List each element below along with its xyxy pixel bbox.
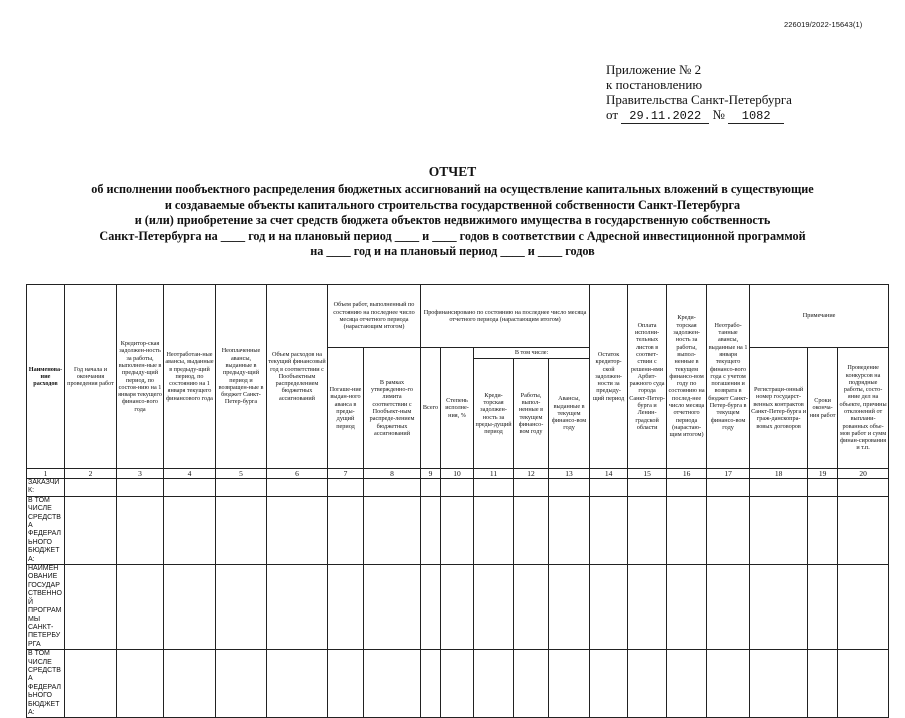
table-row [27,650,889,718]
header-prior-period-payables: Креди-торская задолжен-ность за преды-дущий период [474,359,514,469]
column-number: 12 [514,469,549,479]
column-number: 4 [164,469,216,479]
header-work-volume-group: Объем работ, выполненный по состоянию на последнее число месяца отчетного периода (нарастающим итогом) [328,285,421,348]
report-heading: ОТЧЕТ [428,164,477,179]
header-expense-volume: Объем расходов на текущий финансовый год в соответствии с Пообъектным распределением бюджетных ассигнований [267,285,328,469]
column-number: 7 [328,469,364,479]
column-number: 16 [667,469,707,479]
column-number: 20 [838,469,889,479]
document-registration-number: 226019/2022-15643(1) [784,20,863,29]
column-number: 10 [441,469,474,479]
header-unworked-advances-current: Неотрабо-танные авансы, выданные на 1 января текущего финансо-вого года с учетом погашения и возврата в бюджет Санкт-Петер-бурга в текущем финансо-вом году [707,285,750,469]
header-tender-notes: Проведение конкурсов на подрядные работы, состо-яние дел на объекте, причины отклонений от выплани-рованных объе-мов работ и сумм финан-сирования и т.п. [838,348,889,469]
header-current-payables: Креди-торская задолжен-ность за работы, выпол-ненные в текущем финансо-вом году по состоянию на послед-нее число месяца отчетного периода (нарастаю-щим итогом) [667,285,707,469]
header-unworked-advances: Неотработан-ные авансы, выданные в предыду-щий период, по состоянию на 1 января текущего финансового года [164,285,216,469]
column-number: 15 [628,469,667,479]
table-row [27,565,889,650]
header-financed-group: Профинансировано по состоянию на последнее число месяца отчетного периода (нарастающим итогом) [421,285,590,348]
column-number: 1 [27,469,65,479]
column-number: 2 [65,469,117,479]
header-advance-repayment: Погаше-ние выдан-ного аванса в преды-дущий период [328,348,364,469]
row-label-federal-funds: В ТОМ ЧИСЛЕ СРЕДСТВА ФЕДЕРАЛЬНОГО БЮДЖЕТА: [27,496,65,564]
appendix-date-line [606,107,896,124]
header-current-works: Работы, выпол-ненные в текущем финансо-вом году [514,359,549,469]
column-number: 6 [267,469,328,479]
header-including-group: В том числе: [474,348,590,359]
title-line-4: Санкт-Петербурга на ____ год и на плановый период ____ и ____ годов в соответствии с Адресной инвестиционной программой [99,228,806,243]
header-work-years: Год начала и окончания проведения работ [65,285,117,469]
header-contract-number: Регистраци-онный номер государст-венных контрактов Санкт-Петер-бурга и граж-данскопра-вовых договоров [750,348,808,469]
header-current-advances: Авансы, выданные в текущем финансо-вом году [549,359,590,469]
number-label: № [712,107,725,122]
column-number: 5 [216,469,267,479]
title-line-3: и (или) приобретение за счет средств бюджета объектов недвижимого имущества в государственную собственность [134,213,771,228]
header-financed-total: Всего [421,348,441,469]
column-number: 11 [474,469,514,479]
header-within-limit: В рамках утвержденно-го лимита соответствии с Пообъект-ным распреде-лением бюджетных ассигнований [364,348,421,469]
appendix-line-2: к постановлению [606,77,703,92]
row-label-customer: ЗАКАЗЧИК: [27,479,65,497]
appendix-line-1: Приложение № 2 [606,62,702,77]
header-unpaid-advances: Неоплаченные авансы, выданные в предыду-щий период и возвращен-ные в бюджет Санкт-Петер-бурга [216,285,267,469]
resolution-date: 29.11.2022 [621,110,709,124]
appendix-block [606,62,896,124]
header-court-payments: Оплата исполни-тельных листов в соответ-ствии с решени-ями Арбит-ражного суда города Санкт-Петер-бурга и Ленин-градской области [628,285,667,469]
header-remaining-payables: Остаток кредитор-ской задолжен-ности за предыду-щий период [590,285,628,469]
appendix-line-3: Правительства Санкт-Петербурга [606,92,792,107]
report-title [40,164,865,259]
header-work-deadline: Сроки оконча-ния работ [808,348,838,469]
report-table [26,284,889,718]
column-number: 8 [364,469,421,479]
column-number: 3 [117,469,164,479]
title-line-1: об исполнении пообъектного распределения бюджетных ассигнований на осуществление капитальных вложений в существующие [91,182,814,197]
title-line-2: и создаваемые объекты капитального строительства государственной собственности Санкт-Петербурга [164,197,741,212]
column-number: 19 [808,469,838,479]
row-label-federal-funds-2: В ТОМ ЧИСЛЕ СРЕДСТВА ФЕДЕРАЛЬНОГО БЮДЖЕТА: [27,650,65,718]
header-completion-rate: Степень исполне-ния, % [441,348,474,469]
row-label-state-program: НАИМЕНОВАНИЕ ГОСУДАРСТВЕННОЙ ПРОГРАММЫ САНКТ-ПЕТЕРБУРГА [27,565,65,650]
column-number: 18 [750,469,808,479]
from-label: от [606,107,619,122]
table-row [27,496,889,564]
title-line-5: на ____ год и на плановый период ____ и ____ годов [310,244,595,259]
header-expense-name: Наименова-ние расходов [27,285,65,469]
column-number: 14 [590,469,628,479]
header-notes-group: Примечание [750,285,889,348]
column-number: 13 [549,469,590,479]
column-number: 17 [707,469,750,479]
table-row [27,479,889,497]
resolution-number: 1082 [728,110,784,124]
column-number: 9 [421,469,441,479]
header-prior-payables: Кредитор-ская задолжен-ность за работы, выполнен-ные в предыду-щий период, по состоя-нию на 1 января текущего финансо-вого года [117,285,164,469]
